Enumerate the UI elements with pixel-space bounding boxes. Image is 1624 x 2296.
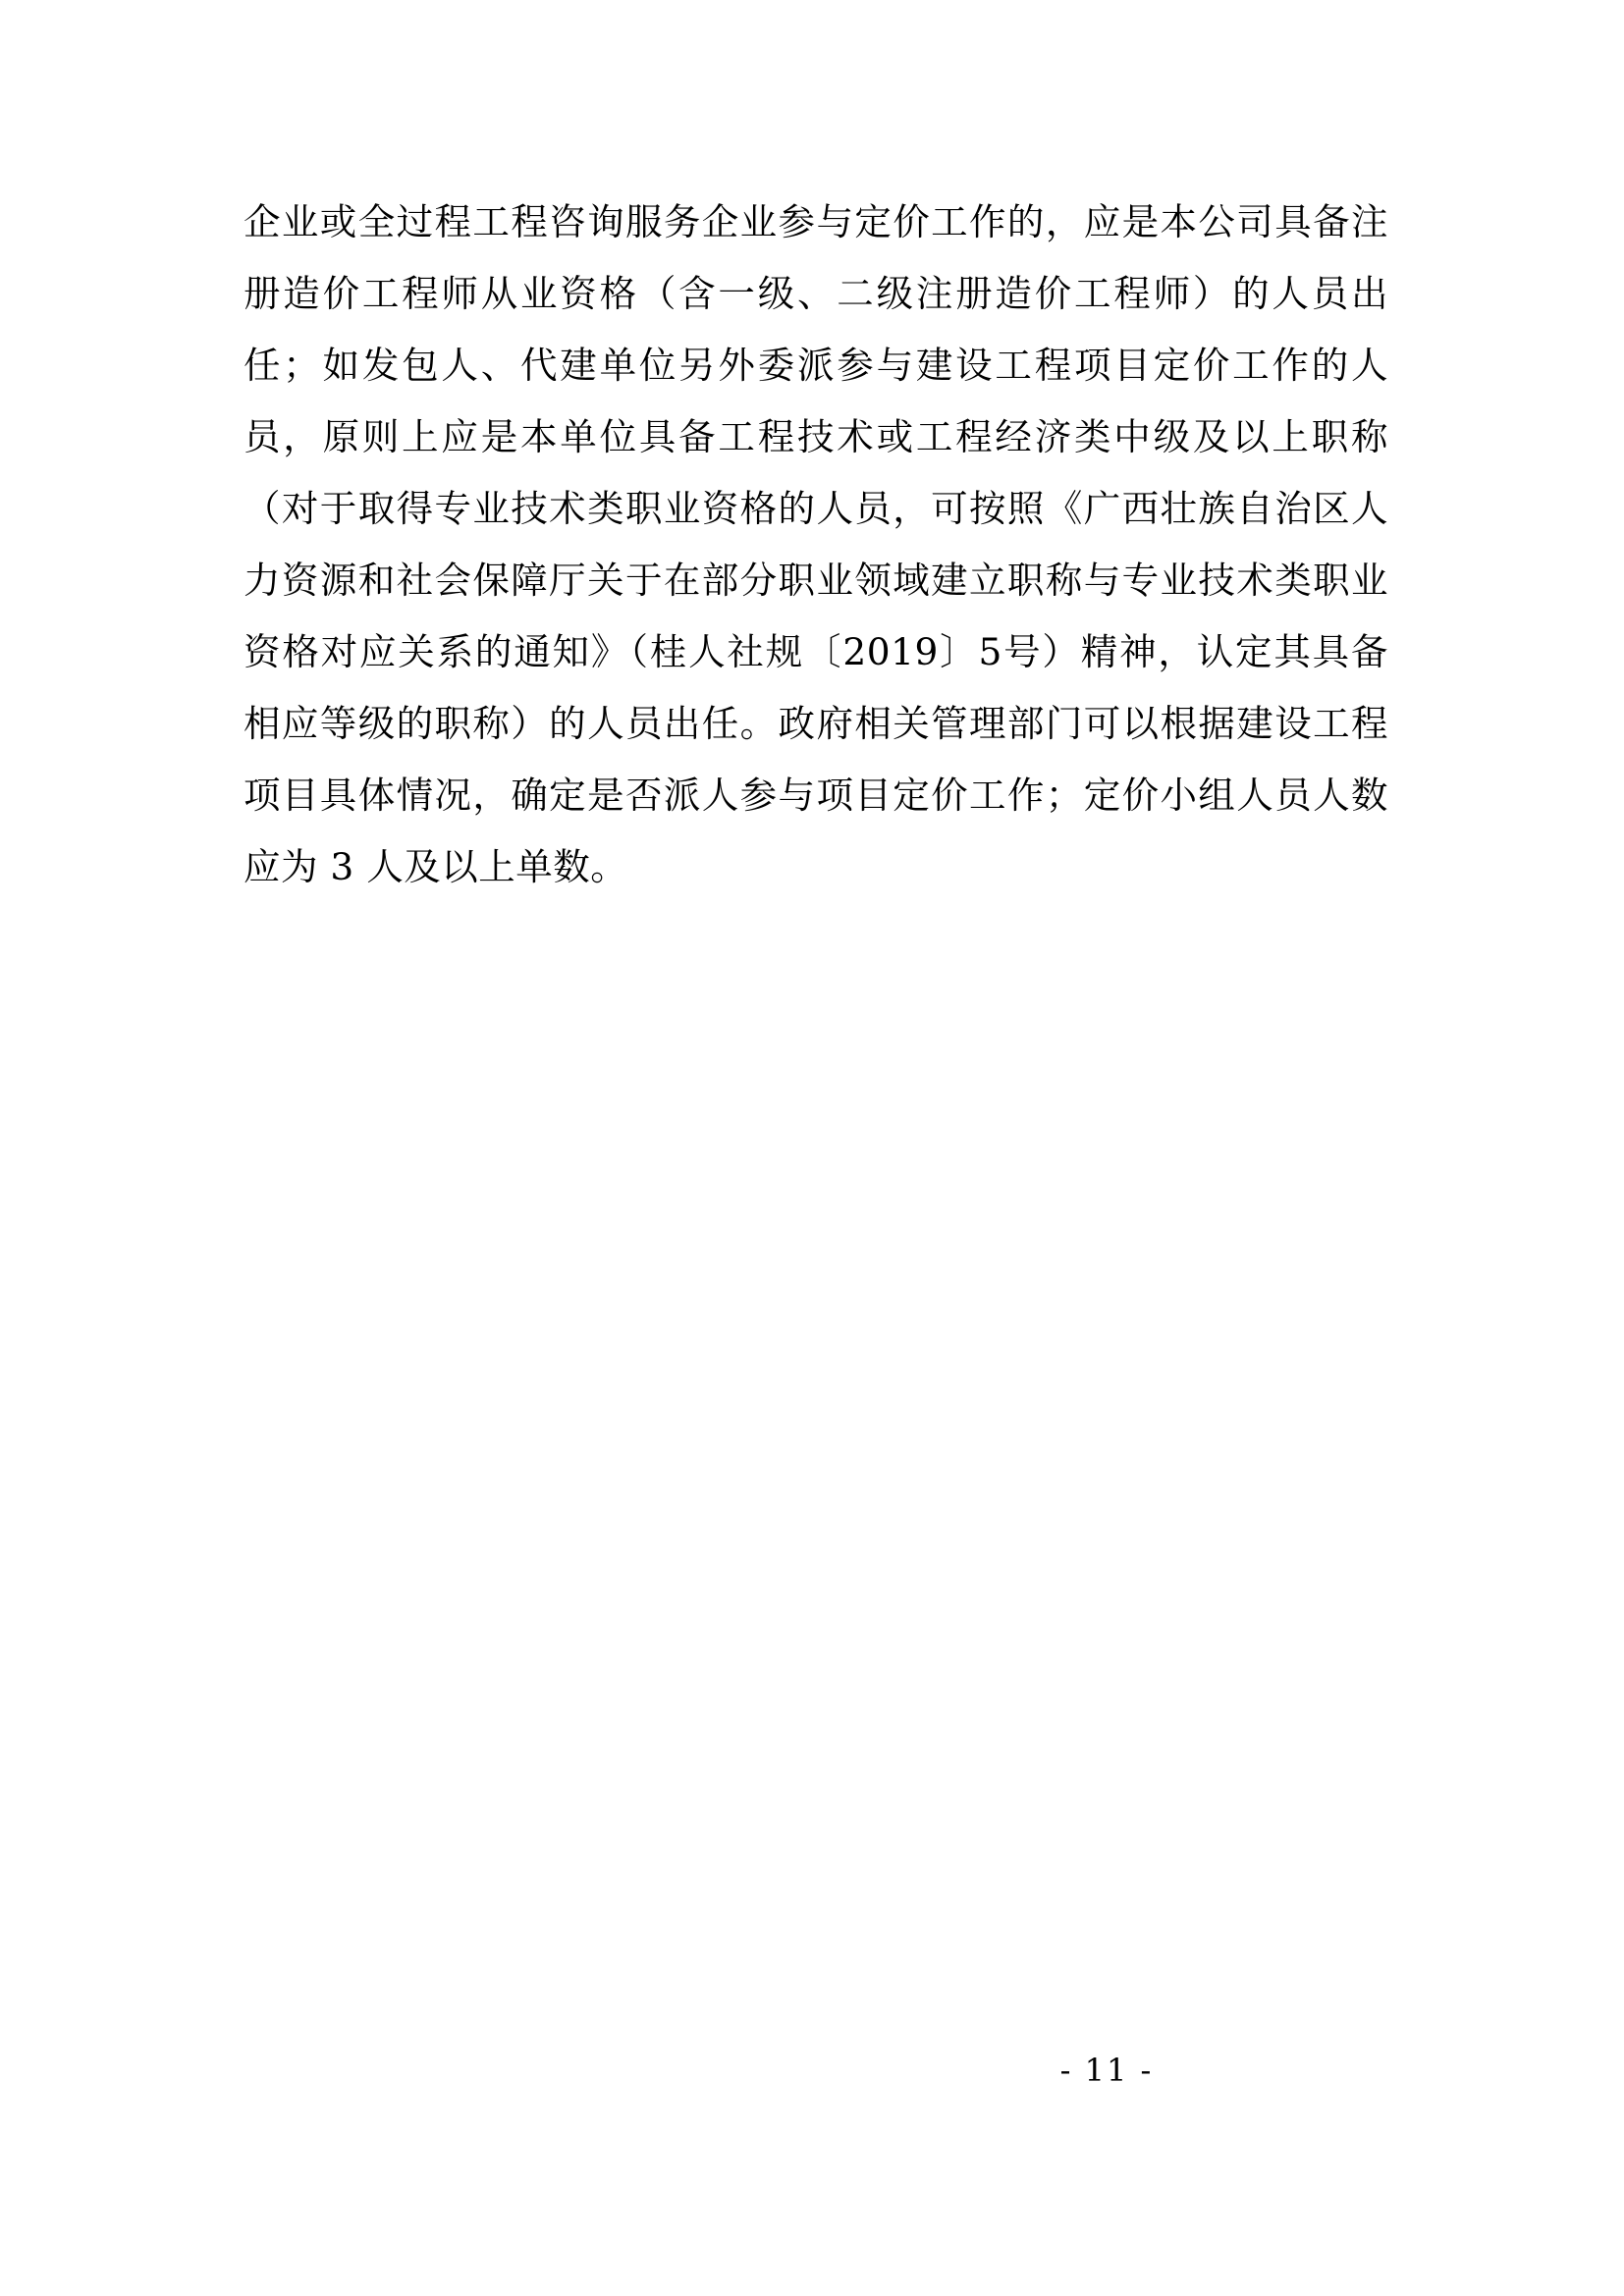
page-number: - 11 - bbox=[1059, 2052, 1154, 2089]
page-content bbox=[244, 187, 1388, 903]
body-paragraph: 企业或全过程工程咨询服务企业参与定价工作的，应是本公司具备注册造价工程师从业资格（含一级、二级注册造价工程师）的人员出任；如发包人、代建单位另外委派参与建设工程项目定价工作的人员，原则上应是本单位具备工程技术或工程经济类中级及以上职称（对于取得专业技术类职业资格的人员，可按照《广西壮族自治区人力资源和社会保障厅关于在部分职业领域建立职称与专业技术类职业资格对应关系的通知》（桂人社规〔2019〕5号）精神，认定其具备相应等级的职称）的人员出任。政府相关管理部门可以根据建设工程项目具体情况，确定是否派人参与项目定价工作；定价小组人员人数应为 3 人及以上单数。 bbox=[244, 200, 1388, 888]
page-footer bbox=[0, 2052, 1624, 2089]
